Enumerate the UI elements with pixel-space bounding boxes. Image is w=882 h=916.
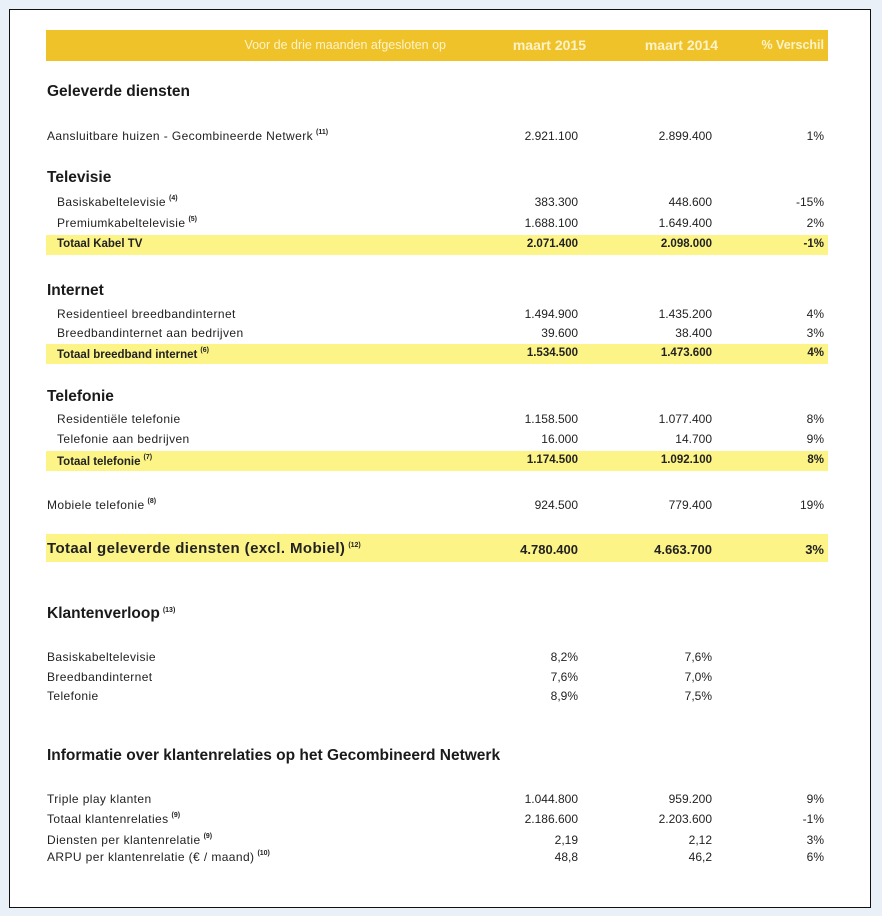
value-2014: 4.663.700 bbox=[654, 542, 712, 557]
footnote-ref: (10) bbox=[257, 850, 270, 857]
value-2014: 46,2 bbox=[688, 850, 712, 864]
value-2015: 39.600 bbox=[541, 326, 578, 340]
value-change: 8% bbox=[806, 412, 824, 426]
row-label: Telefonie aan bedrijven bbox=[57, 432, 190, 446]
value-change: 9% bbox=[806, 432, 824, 446]
value-2014: 1.649.400 bbox=[658, 216, 712, 230]
row-label: Totaal klantenrelaties $^{(9)}$ bbox=[47, 812, 181, 826]
section-title-televisie: Televisie bbox=[47, 169, 112, 186]
table-row bbox=[46, 686, 828, 706]
table-row bbox=[46, 323, 828, 343]
value-2015: 4.780.400 bbox=[520, 542, 578, 557]
table-row bbox=[46, 667, 828, 687]
value-2015: 1.174.500 bbox=[526, 454, 578, 466]
footnote-ref: (7) bbox=[143, 454, 153, 461]
total-row bbox=[46, 344, 828, 364]
value-2014: 779.400 bbox=[668, 498, 712, 512]
row-label: Totaal geleverde diensten (excl. Mobiel) $^{(12)}$ bbox=[47, 540, 361, 557]
value-2015: 7,6% bbox=[550, 670, 578, 684]
value-2015: 924.500 bbox=[534, 498, 578, 512]
value-2014: 1.435.200 bbox=[658, 307, 712, 321]
value-change: 19% bbox=[799, 498, 824, 512]
footnote-ref: (9) bbox=[203, 833, 213, 840]
value-change: -1% bbox=[802, 812, 824, 826]
value-change: 3% bbox=[805, 542, 824, 557]
table-row bbox=[46, 647, 828, 667]
footnote-ref: (9) bbox=[171, 812, 181, 819]
footnote-ref: (13) bbox=[162, 607, 176, 614]
table-row bbox=[46, 495, 828, 515]
value-2014: 2.899.400 bbox=[658, 129, 712, 143]
footnote-ref: (11) bbox=[316, 129, 329, 136]
value-2014: 2.098.000 bbox=[660, 238, 712, 250]
value-change: -1% bbox=[803, 238, 824, 250]
value-2014: 7,6% bbox=[684, 650, 712, 664]
value-2015: 8,2% bbox=[550, 650, 578, 664]
row-label: Mobiele telefonie $^{(8)}$ bbox=[47, 498, 157, 512]
value-2014: 2.203.600 bbox=[658, 812, 712, 826]
header-col-2014: maart 2014 bbox=[644, 37, 718, 53]
row-label: Breedbandinternet aan bedrijven bbox=[57, 326, 244, 340]
value-2015: 1.158.500 bbox=[524, 412, 578, 426]
document-page bbox=[9, 9, 871, 908]
value-change: 6% bbox=[806, 850, 824, 864]
row-label: Diensten per klantenrelatie $^{(9)}$ bbox=[47, 833, 213, 847]
value-2015: 8,9% bbox=[550, 689, 578, 703]
footnote-ref: (4) bbox=[169, 195, 178, 202]
value-2015: 48,8 bbox=[554, 850, 578, 864]
footnote-ref: (8) bbox=[147, 498, 157, 505]
row-label: Aansluitbare huizen - Gecombineerde Netwerk $^{(11)}$ bbox=[47, 129, 329, 143]
value-change: 1% bbox=[806, 129, 824, 143]
table-row bbox=[46, 429, 828, 449]
value-2015: 16.000 bbox=[541, 432, 578, 446]
value-2015: 1.494.900 bbox=[524, 307, 578, 321]
value-2015: 1.534.500 bbox=[526, 347, 578, 359]
row-label: Residentiële telefonie bbox=[57, 412, 181, 426]
value-change: 2% bbox=[806, 216, 824, 230]
value-change: 3% bbox=[806, 833, 824, 847]
table-row bbox=[46, 409, 828, 429]
value-2014: 7,5% bbox=[684, 689, 712, 703]
row-label: Basiskabeltelevisie $^{(4)}$ bbox=[57, 195, 178, 209]
table-row bbox=[46, 126, 828, 146]
value-2014: 1.473.600 bbox=[660, 347, 712, 359]
row-label: Telefonie bbox=[47, 689, 99, 703]
value-2014: 2,12 bbox=[688, 833, 712, 847]
value-2014: 959.200 bbox=[668, 792, 712, 806]
value-change: 8% bbox=[807, 454, 824, 466]
footnote-ref: (5) bbox=[188, 216, 198, 223]
value-2015: 383.300 bbox=[534, 195, 578, 209]
value-change: 4% bbox=[807, 347, 824, 359]
footnote-ref: (6) bbox=[200, 347, 209, 354]
value-2014: 1.077.400 bbox=[658, 412, 712, 426]
grand-total-row bbox=[46, 534, 828, 562]
row-label: Residentieel breedbandinternet bbox=[57, 307, 236, 321]
value-2015: 1.044.800 bbox=[524, 792, 578, 806]
value-2015: 2.071.400 bbox=[526, 238, 578, 250]
value-2015: 2.186.600 bbox=[524, 812, 578, 826]
section-title-telefonie: Telefonie bbox=[47, 388, 114, 405]
row-label: Premiumkabeltelevisie $^{(5)}$ bbox=[57, 216, 198, 230]
value-2014: 448.600 bbox=[668, 195, 712, 209]
table-row bbox=[46, 304, 828, 324]
header-col-change: % Verschil bbox=[761, 38, 824, 52]
row-label: Totaal breedband internet $^{(6)}$ bbox=[57, 347, 209, 361]
table-row bbox=[46, 192, 828, 212]
row-label: Breedbandinternet bbox=[47, 670, 153, 684]
section-title-internet: Internet bbox=[47, 282, 104, 299]
value-change: -15% bbox=[795, 195, 824, 209]
total-row bbox=[46, 235, 828, 255]
table-header-bar bbox=[46, 30, 828, 61]
header-caption: Voor de drie maanden afgesloten op bbox=[244, 38, 446, 52]
value-2015: 2.921.100 bbox=[524, 129, 578, 143]
value-change: 4% bbox=[806, 307, 824, 321]
section-title-klantenverloop: Klantenverloop $^{(13)}$ bbox=[47, 605, 176, 622]
header-col-2015: maart 2015 bbox=[512, 37, 586, 53]
value-change: 9% bbox=[806, 792, 824, 806]
value-2015: 1.688.100 bbox=[524, 216, 578, 230]
section-title-geleverde: Geleverde diensten bbox=[47, 83, 191, 100]
row-label: Totaal telefonie $^{(7)}$ bbox=[57, 454, 153, 468]
value-2014: 14.700 bbox=[675, 432, 712, 446]
table-row bbox=[46, 809, 828, 829]
row-label: Totaal Kabel TV bbox=[57, 238, 143, 250]
table-row bbox=[46, 847, 828, 867]
section-title-klantenrelaties: Informatie over klantenrelaties op het Gecombineerd Netwerk bbox=[47, 747, 501, 764]
footnote-ref: (12) bbox=[348, 542, 361, 549]
row-label: Basiskabeltelevisie bbox=[47, 650, 156, 664]
table-row bbox=[46, 789, 828, 809]
value-2014: 7,0% bbox=[684, 670, 712, 684]
value-2014: 1.092.100 bbox=[660, 454, 712, 466]
value-2015: 2,19 bbox=[554, 833, 578, 847]
value-2014: 38.400 bbox=[675, 326, 712, 340]
value-change: 3% bbox=[806, 326, 824, 340]
total-row bbox=[46, 451, 828, 471]
row-label: Triple play klanten bbox=[47, 792, 152, 806]
table-row bbox=[46, 213, 828, 233]
row-label: ARPU per klantenrelatie (€ / maand) $^{(10)}$ bbox=[47, 850, 270, 864]
